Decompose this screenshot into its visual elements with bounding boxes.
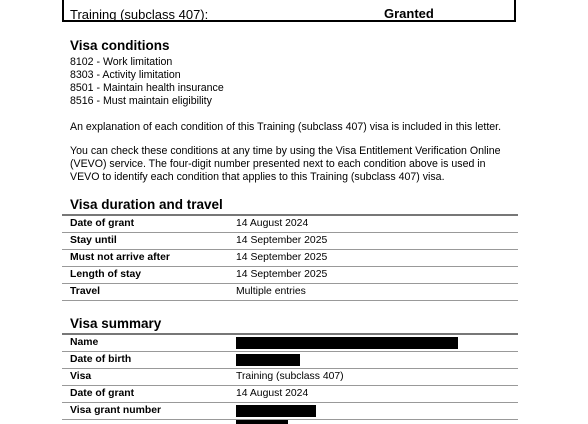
vevo-paragraph-line: VEVO to identify each condition that applies to this Training (subclass 407) visa.	[70, 171, 445, 183]
table-row	[62, 369, 518, 386]
row-value: 14 August 2024	[236, 388, 309, 399]
table-row	[62, 216, 518, 233]
row-label: Must not arrive after	[70, 252, 170, 263]
row-label: Travel	[70, 286, 101, 297]
condition-item: 8501 - Maintain health insurance	[70, 82, 224, 94]
conditions-explanation: An explanation of each condition of this Training (subclass 407) visa is included in this letter.	[70, 121, 502, 133]
vevo-paragraph-line: (VEVO) service. The four-digit number presented next to each condition above is used in	[70, 158, 486, 170]
condition-item: 8516 - Must maintain eligibility	[70, 95, 212, 107]
table-row	[62, 386, 518, 403]
visa-status-label: Training (subclass 407):	[70, 7, 209, 22]
row-label: Name	[70, 337, 99, 348]
row-label: Visa grant number	[70, 405, 162, 416]
row-label: Date of grant	[70, 388, 135, 399]
row-value: 14 August 2024	[236, 218, 309, 229]
duration-table	[62, 216, 518, 301]
row-value: 14 September 2025	[236, 269, 328, 280]
condition-item: 8102 - Work limitation	[70, 56, 173, 68]
redaction-bar	[236, 420, 288, 424]
redaction-bar	[236, 405, 316, 417]
row-label: Date of grant	[70, 218, 135, 229]
table-row	[62, 233, 518, 250]
row-label: Stay until	[70, 235, 117, 246]
table-row	[62, 352, 518, 369]
table-row	[62, 403, 518, 420]
table-row	[62, 250, 518, 267]
visa-status-value: Granted	[384, 6, 434, 21]
conditions-heading: Visa conditions	[70, 38, 170, 53]
row-value: Multiple entries	[236, 286, 306, 297]
table-row	[62, 267, 518, 284]
row-label: Visa	[70, 371, 92, 382]
duration-heading: Visa duration and travel	[70, 197, 223, 212]
redaction-bar	[236, 354, 300, 366]
table-row	[62, 284, 518, 301]
row-label: Length of stay	[70, 269, 142, 280]
summary-table	[62, 335, 518, 420]
visa-status-box	[62, 0, 516, 22]
vevo-paragraph-line: You can check these conditions at any time by using the Visa Entitlement Verification Online	[70, 145, 501, 157]
row-value: 14 September 2025	[236, 235, 328, 246]
summary-heading: Visa summary	[70, 316, 162, 331]
row-value: 14 September 2025	[236, 252, 328, 263]
row-label: Date of birth	[70, 354, 132, 365]
row-value: Training (subclass 407)	[236, 371, 344, 382]
redaction-bar	[236, 337, 458, 349]
table-row	[62, 335, 518, 352]
condition-item: 8303 - Activity limitation	[70, 69, 181, 81]
